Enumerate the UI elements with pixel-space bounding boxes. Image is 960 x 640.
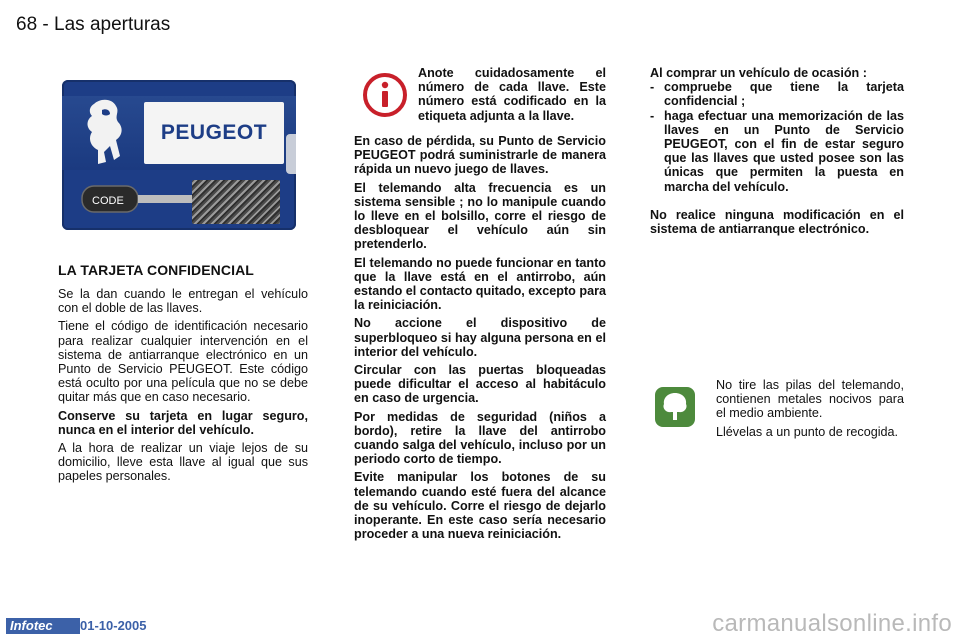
remote-control-section	[354, 134, 606, 545]
list-item-text: haga efectuar una memorización de las llaves en un Punto de Servicio PEUGEOT, con el fin de estar seguro que las llaves que usted posee son las únicas que permiten la puesta en marcha del vehículo.	[664, 108, 904, 194]
paragraph: No accione el dispositivo de superbloqueo si hay alguna persona en el interior del vehículo.	[354, 316, 606, 359]
paragraph: No realice ninguna modificación en el sistema de antiarranque electrónico.	[650, 207, 904, 237]
page-number: 68	[16, 14, 38, 35]
used-vehicle-section	[650, 66, 904, 236]
hidden-code-scratch-area	[192, 180, 280, 224]
paragraph: Por medidas de seguridad (niños a bordo), retire la llave del antirrobo cuando salga del vehículo, incluso por un periodo corto de tiempo.	[354, 409, 606, 467]
paragraph: A la hora de realizar un viaje lejos de su domicilio, lleve esta llave al igual que sus papeles personales.	[58, 441, 308, 484]
page-header	[16, 14, 170, 36]
paragraph: Tiene el código de identificación necesario para realizar cualquier intervención en el sistema de antiarranque electrónico en un Punto de Servicio PEUGEOT. Este código está oculto por una película que no se debe quitar más que en caso necesario.	[58, 319, 308, 405]
section-title: Las aperturas	[54, 14, 171, 35]
confidential-card-section	[58, 262, 308, 488]
paragraph-bold: Conserve su tarjeta en lugar seguro, nunca en el interior del vehículo.	[58, 408, 308, 437]
paragraph: Se la dan cuando le entregan el vehículo con el doble de las llaves.	[58, 287, 308, 316]
paragraph: El telemando no puede funcionar en tanto que la llave está en el antirrobo, aún estando el contacto quitado, excepto para la reiniciación.	[354, 255, 606, 313]
list-dash: -	[650, 80, 655, 95]
footer-date: 01-10-2005	[80, 618, 147, 633]
paragraph: En caso de pérdida, su Punto de Servicio PEUGEOT podrá suministrarle de manera rápida un nuevo juego de llaves.	[354, 134, 606, 177]
card-slot	[286, 134, 296, 174]
battery-disposal-note	[716, 378, 904, 443]
key-number-note: Anote cuidadosamente el número de cada llave. Este número está codificado en la etiqueta adjunta a la llave.	[418, 66, 606, 123]
checklist	[650, 80, 904, 194]
infotec-logo: Infotec	[6, 618, 80, 634]
card-brand: PEUGEOT	[160, 121, 268, 144]
card-brand-panel	[144, 102, 284, 164]
paragraph: No tire las pilas del telemando, contienen metales nocivos para el medio ambiente.	[716, 378, 904, 421]
paragraph: Llévelas a un punto de recogida.	[716, 424, 899, 439]
list-item	[650, 80, 904, 108]
header-separator: -	[42, 14, 49, 35]
peugeot-lion-icon	[80, 96, 130, 168]
section-heading: LA TARJETA CONFIDENCIAL	[58, 262, 254, 278]
list-dash: -	[650, 108, 655, 123]
environment-tree-icon	[654, 386, 696, 428]
list-item	[650, 109, 904, 194]
list-item-text: compruebe que tiene la tarjeta confidencial ;	[664, 80, 904, 109]
confidential-card-illustration	[62, 80, 296, 230]
watermark: carmanualsonline.info	[712, 610, 952, 637]
paragraph: Circular con las puertas bloqueadas puede dificultar el acceso al habitáculo en caso de urgencia.	[354, 363, 606, 406]
paragraph: Evite manipular los botones de su telemando cuando esté fuera del alcance de su vehículo. Corre el riesgo de dejarlo inoperante. En este caso sería necesario proceder a una nueva reiniciación.	[354, 470, 606, 542]
paragraph: Al comprar un vehículo de ocasión :	[650, 66, 867, 80]
paragraph: El telemando alta frecuencia es un sistema sensible ; no lo manipule cuando lo lleve en el bolsillo, corre el riesgo de desbloquear el vehículo aún sin pretenderlo.	[354, 180, 606, 252]
key-label: CODE	[92, 195, 124, 207]
info-warning-icon	[362, 72, 408, 118]
